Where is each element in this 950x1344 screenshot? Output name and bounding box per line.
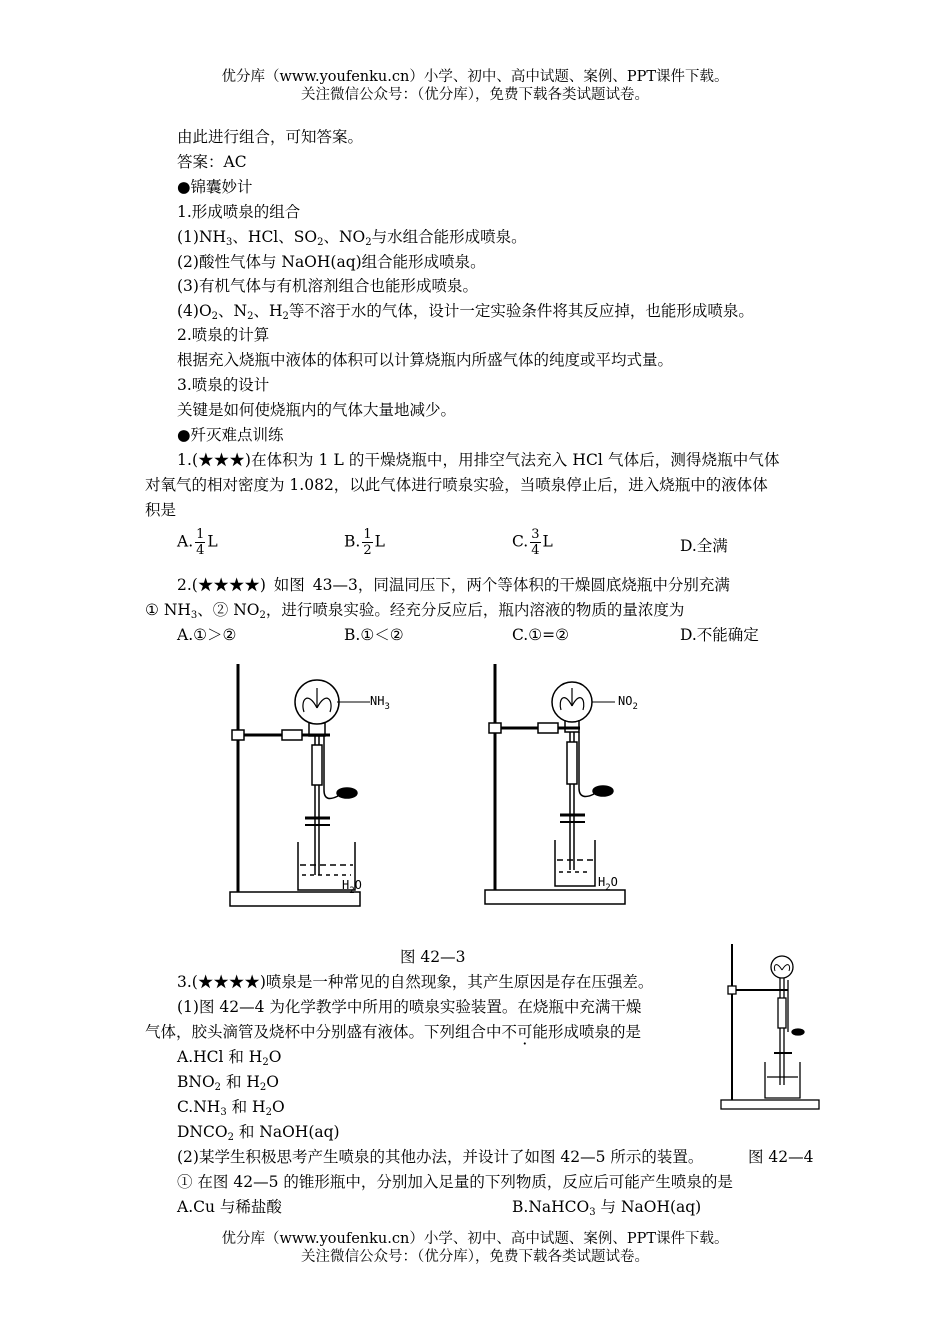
q2-line-2: ① $NH_3$、② $NO_2$，进行喷泉实验。经充分反应后，瓶内溶液的物质的量浓度为 [145, 601, 685, 621]
q1-option-d: D.全满 [680, 537, 728, 555]
figure-42-4 [718, 940, 822, 1112]
figure-42-3-caption: 图 42—3 [400, 948, 466, 966]
q2-option-a: A.①＞② [177, 626, 237, 644]
right-apparatus [485, 664, 625, 904]
q3-1-line-2: 气体，胶头滴管及烧杯中分别盛有液体。下列组合中不可能形成喷泉的是 [145, 1023, 642, 1041]
tip2-title: 2.喷泉的计算 [177, 326, 270, 344]
q1-line-3: 积是 [145, 501, 177, 519]
left-apparatus [230, 664, 370, 906]
tip3-text: 关键是如何使烧瓶内的气体大量地减少。 [177, 401, 457, 419]
tip1-item-3: (3)有机气体与有机溶剂组合也能形成喷泉。 [177, 277, 478, 295]
q2-line-1: 2.(★★★★) 如图 43—3，同温同压下，两个等体积的干燥圆底烧瓶中分别充满 [177, 576, 730, 594]
tips-title: ●锦囊妙计 [177, 178, 253, 196]
q1-option-b: B. $\frac{1}{2}$ L [344, 527, 385, 558]
q3-1-line-1: (1)图 42—4 为化学教学中所用的喷泉实验装置。在烧瓶中充满干燥 [177, 998, 642, 1016]
tip1-item-2: (2)酸性气体与 NaOH(aq)组合能形成喷泉。 [177, 253, 486, 271]
tip1-item-1: $(1)NH_3$、HCl、$SO_2$、$NO_2$与水组合能形成喷泉。 [177, 228, 527, 248]
q1-option-c: C. $\frac{3}{4}$ L [512, 527, 553, 558]
q3-option-c: $C.NH_3$ 和 $H_2O$ [177, 1098, 285, 1118]
q3-2-option-b: B.NaHCO$_3$ 与 NaOH(aq) [512, 1198, 702, 1218]
training-title: ●歼灭难点训练 [177, 426, 284, 444]
left-water-label: $H_2O$ [342, 878, 362, 896]
tip1-title: 1.形成喷泉的组合 [177, 203, 301, 221]
q2-option-d: D.不能确定 [680, 626, 759, 644]
right-water-label: $H_2O$ [598, 875, 618, 893]
para-combine: 由此进行组合，可知答案。 [177, 128, 364, 146]
figure-42-3 [220, 660, 650, 915]
q3-2-option-a: A.Cu 与稀盐酸 [177, 1198, 282, 1216]
right-gas-label: $NO_2$ [618, 694, 638, 712]
q1-option-a: A. $\frac{1}{4}$ L [177, 527, 218, 558]
header-line-2: 关注微信公众号：（优分库），免费下载各类试题试卷。 [301, 87, 649, 103]
header-line-1: 优分库（www.youfenku.cn）小学、初中、高中试题、案例、PPT课件下载。 [221, 69, 729, 85]
figure-42-4-caption: 图 42—4 [748, 1148, 814, 1166]
q2-option-c: C.①=② [512, 626, 570, 644]
left-gas-label: $NH_3$ [370, 694, 390, 712]
q3-line-1: 3.(★★★★)喷泉是一种常见的自然现象，其产生原因是存在压强差。 [177, 973, 654, 991]
q3-2-line: (2)某学生积极思考产生喷泉的其他办法，并设计了如图 42—5 所示的装置。 [177, 1148, 704, 1166]
q1-line-1: 1.(★★★)在体积为 1 L 的干燥烧瓶中，用排空气法充入 HCl 气体后，测得烧瓶中气体 [177, 451, 780, 469]
tip3-title: 3.喷泉的设计 [177, 376, 270, 394]
tip1-item-4: $(4)O_2$、$N_2$、$H_2$等不溶于水的气体，设计一定实验条件将其反应掉，也能形成喷泉。 [177, 302, 754, 322]
tip2-text: 根据充入烧瓶中液体的体积可以计算烧瓶内所盛气体的纯度或平均式量。 [177, 351, 674, 369]
para-answer: 答案：AC [177, 153, 247, 171]
footer-line-1: 优分库（www.youfenku.cn）小学、初中、高中试题、案例、PPT课件下载。 [221, 1231, 729, 1247]
q3-2-sub: ① 在图 42—5 的锥形瓶中，分别加入足量的下列物质，反应后可能产生喷泉的是 [177, 1173, 733, 1191]
q3-option-b: $BNO_2$ 和 $H_2O$ [177, 1073, 280, 1093]
q3-option-d: $DNCO_2$ 和 NaOH(aq) [177, 1123, 340, 1143]
q1-line-2: 对氧气的相对密度为 1.082，以此气体进行喷泉实验，当喷泉停止后，进入烧瓶中的液体体 [145, 476, 768, 494]
q3-option-a: A.HCl 和 $H_2O$ [177, 1048, 282, 1068]
q2-option-b: B.①＜② [344, 626, 404, 644]
emphasis-text: 不可能 [501, 1023, 549, 1041]
footer-line-2: 关注微信公众号：（优分库），免费下载各类试题试卷。 [301, 1249, 649, 1265]
